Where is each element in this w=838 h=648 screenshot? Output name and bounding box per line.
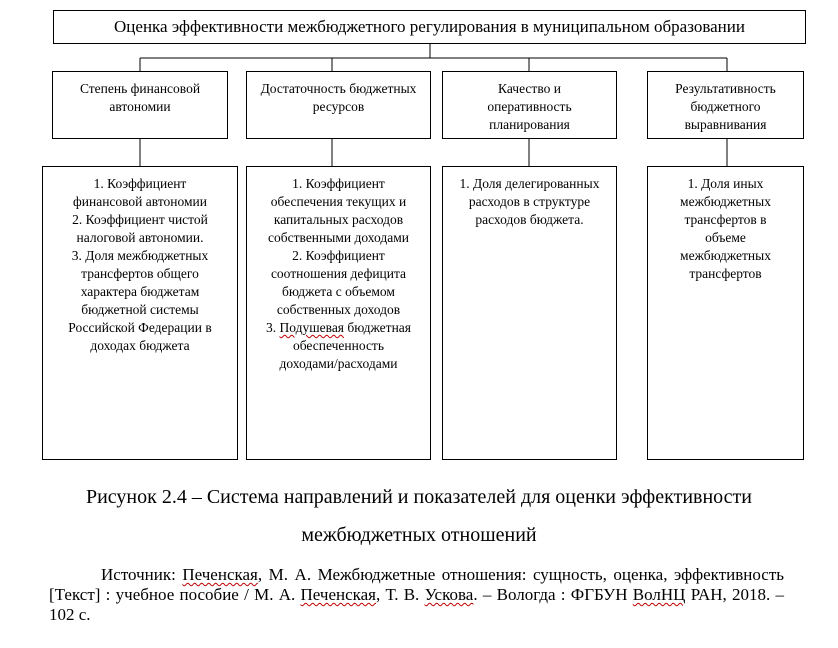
indicator-item: 3. Доля межбюджетных трансфертов общего характера бюджетам бюджетной системы Российской Федерации в доходах бюджета — [68, 248, 212, 353]
figure-caption-line-1: Рисунок 2.4 – Система направлений и показателей для оценки эффективности — [85, 486, 753, 508]
category-box-resource-sufficiency — [246, 71, 431, 139]
source-author-3: Ускова — [424, 585, 474, 604]
diagram-title: Оценка эффективности межбюджетного регулирования в муниципальном образовании — [114, 17, 745, 36]
category-label: Степень финансовой автономии — [79, 81, 201, 114]
indicator-item: 2. Коэффициент чистой налоговой автономии. — [72, 212, 208, 245]
indicator-item: 1. Доля делегированных расходов в структуре расходов бюджета. — [459, 176, 600, 227]
category-box-equalization-effectiveness — [647, 71, 804, 139]
source-prefix: Источник: — [101, 565, 176, 584]
diagram-title-box — [53, 10, 806, 44]
source-org: ВолНЦ — [632, 585, 686, 604]
category-label: Качество и оперативность планирования — [487, 81, 572, 132]
category-box-planning-quality — [442, 71, 617, 139]
source-author-2: Печенская — [300, 585, 377, 604]
indicator-item: 1. Доля иных межбюджетных трансфертов в объеме межбюджетных трансфертов — [680, 176, 771, 281]
indicator-item: 2. Коэффициент соотношения дефицита бюджета с объемом собственных доходов — [270, 248, 407, 317]
source-text-4: РАН, 2018. – 102 с. — [49, 585, 785, 624]
category-box-financial-autonomy — [52, 71, 228, 139]
source-citation — [49, 565, 784, 625]
figure-caption-line-2: межбюджетных отношений — [301, 524, 537, 546]
source-text-1: , М. А. Межбюджетные отношения: сущность, оценка, эффективность [Текст] : учебное пособие / М. А. — [49, 565, 784, 604]
source-text-2: , Т. В. — [376, 585, 420, 604]
indicator-item: 3. Подушевая бюджетная обеспеченность доходами/расходами — [266, 320, 411, 371]
indicator-box-equalization-effectiveness — [647, 166, 804, 460]
category-label: Достаточность бюджетных ресурсов — [260, 81, 417, 114]
source-text-3: . – Вологда : ФГБУН — [473, 585, 628, 604]
spellcheck-word: Подушевая — [279, 320, 345, 335]
indicator-box-financial-autonomy — [42, 166, 238, 460]
indicator-item: 1. Коэффициент обеспечения текущих и капитальных расходов собственными доходами — [268, 176, 409, 245]
category-label: Результативность бюджетного выравнивания — [675, 81, 776, 132]
indicator-box-planning-quality — [442, 166, 617, 460]
indicator-item: 1. Коэффициент финансовой автономии — [73, 176, 207, 209]
indicator-box-resource-sufficiency — [246, 166, 431, 460]
source-author-1: Печенская — [182, 565, 258, 584]
